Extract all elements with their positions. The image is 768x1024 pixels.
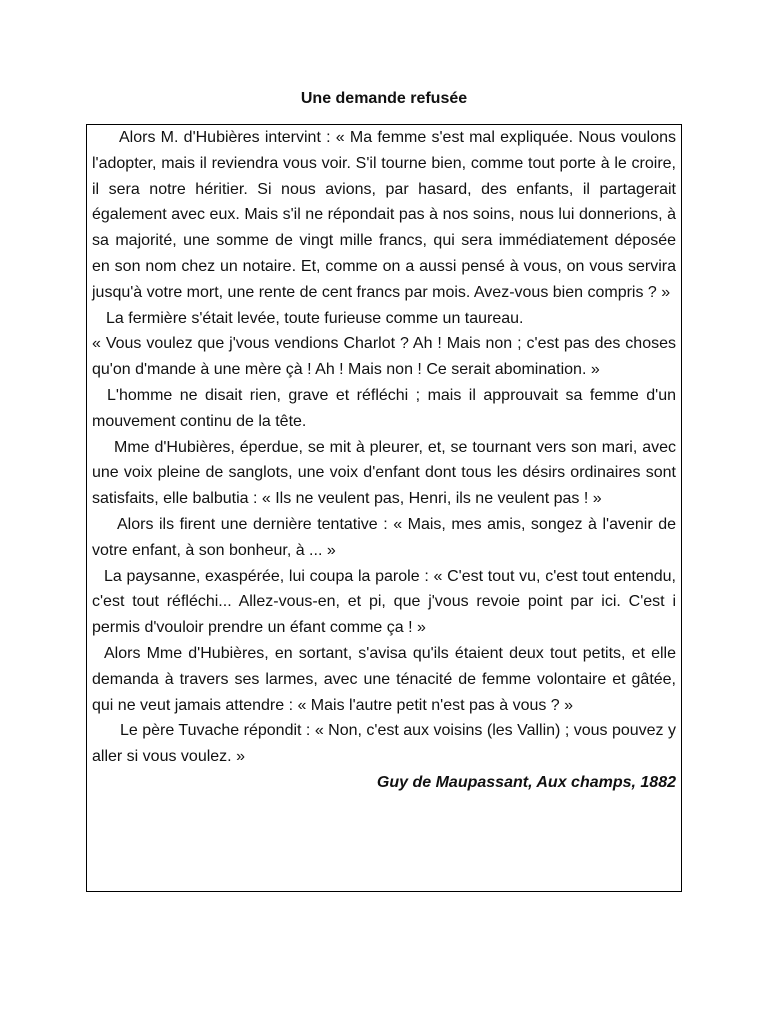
paragraph-1: Alors M. d'Hubières intervint : « Ma femme s'est mal expliquée. Nous voulons l'adopter, mais il reviendra vous voir. S'il tourne bien, comme tout porte à le croire, il sera notre héritier. Si nous avions, par hasard, des enfants, il partagerait également avec eux. Mais s'il ne répondait pas à nos soins, nous lui donnerions, à sa majorité, une somme de vingt mille francs, qui sera immédiatement déposée en son nom chez un notaire. Et, comme on a aussi pensé à vous, on vous servira jusqu'à votre mort, une rente de cent francs par mois. Avez-vous bien compris ? »: [92, 129, 676, 301]
paragraph-5: Mme d'Hubières, éperdue, se mit à pleurer, et, se tournant vers son mari, avec une voix pleine de sanglots, une voix d'enfant dont tous les désirs ordinaires sont satisfaits, elle balbutia : « Ils ne veulent pas, Henri, ils ne veulent pas ! »: [92, 438, 676, 508]
paragraph-9: Le père Tuvache répondit : « Non, c'est aux voisins (les Vallin) ; vous pouvez y aller si vous voulez. »: [92, 722, 676, 766]
source-citation: Guy de Maupassant, Aux champs, 1882: [376, 773, 676, 791]
paragraph-7: La paysanne, exaspérée, lui coupa la parole : « C'est tout vu, c'est tout entendu, c'est tout réfléchi... Allez-vous-en, et pi, que j'vous revoie point par ici. C'est i permis d'vouloir prendre un éfant comme ça ! »: [92, 567, 676, 637]
paragraph-4: L'homme ne disait rien, grave et réfléchi ; mais il approuvait sa femme d'un mouvement continu de la tête.: [92, 386, 676, 430]
paragraph-8: Alors Mme d'Hubières, en sortant, s'avisa qu'ils étaient deux tout petits, et elle demanda à travers ses larmes, avec une ténacité de femme volontaire et gâtée, qui ne veut jamais attendre : « Mais l'autre petit n'est pas à vous ? »: [92, 644, 676, 714]
paragraph-3: « Vous voulez que j'vous vendions Charlot ? Ah ! Mais non ; c'est pas des choses qu'on d'mande à une mère çà ! Ah ! Mais non ! Ce serait abomination. »: [92, 335, 676, 379]
text-frame: [86, 124, 682, 892]
paragraph-6: Alors ils firent une dernière tentative : « Mais, mes amis, songez à l'avenir de votre enfant, à son bonheur, à ... »: [92, 515, 676, 559]
document-title: Une demande refusée: [300, 90, 468, 107]
paragraph-2: La fermière s'était levée, toute furieuse comme un taureau.: [106, 309, 524, 327]
